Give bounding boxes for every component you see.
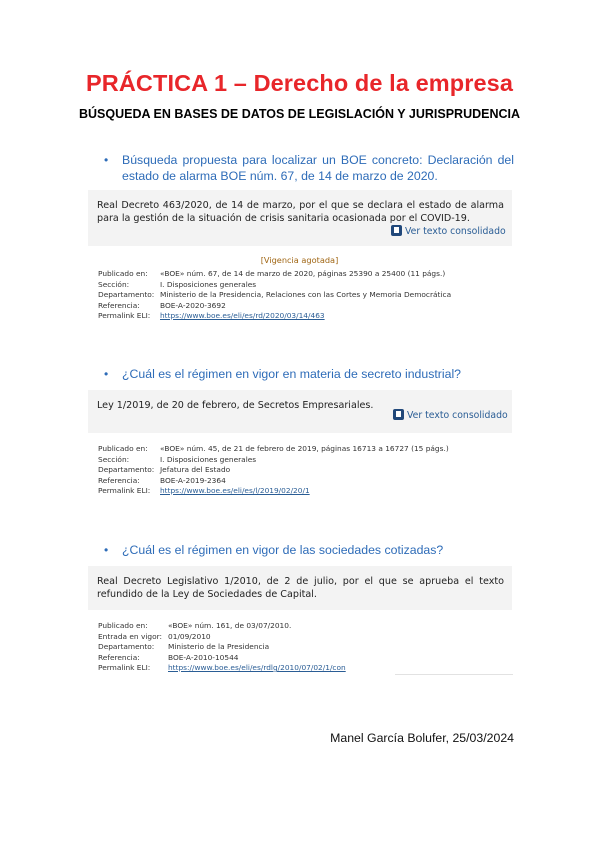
search-result-2 — [88, 390, 512, 433]
consolidated-text-link-2[interactable] — [393, 410, 508, 421]
meta-value: 01/09/2010 — [168, 631, 211, 641]
author-signature: Manel García Bolufer, 25/03/2024 — [330, 731, 514, 745]
meta-key: Departamento: — [98, 465, 155, 474]
permalink-link[interactable]: https://www.boe.es/eli/es/rdlg/2010/07/02/1/con — [168, 663, 346, 672]
consolidated-text-label: Ver texto consolidado — [407, 410, 508, 421]
meta-key: Publicado en: — [98, 621, 148, 630]
meta-value: Ministerio de la Presidencia, Relaciones con las Cortes y Memoria Democrática — [160, 290, 452, 299]
page-subtitle: BÚSQUEDA EN BASES DE DATOS DE LEGISLACIÓN Y JURISPRUDENCIA — [78, 107, 521, 121]
consolidated-text-link-1[interactable] — [391, 226, 506, 237]
meta-value: BOE-A-2020-3692 — [160, 300, 226, 310]
meta-value: BOE-A-2010-10544 — [168, 652, 239, 662]
meta-key: Publicado en: — [98, 269, 148, 278]
meta-key: Departamento: — [98, 642, 155, 651]
meta-key: Referencia: — [98, 475, 140, 485]
consolidated-text-label: Ver texto consolidado — [405, 226, 506, 237]
meta-value: BOE-A-2019-2364 — [160, 475, 226, 485]
meta-value: «BOE» núm. 67, de 14 de marzo de 2020, páginas 25390 a 25400 (11 págs.) — [160, 269, 446, 278]
permalink-link[interactable]: https://www.boe.es/eli/es/l/2019/02/20/1 — [160, 486, 310, 495]
question-3 — [104, 542, 514, 558]
document-title-2[interactable]: Ley 1/2019, de 20 de febrero, de Secretos Empresariales. — [97, 400, 374, 411]
meta-value: I. Disposiciones generales — [160, 279, 257, 289]
meta-key: Departamento: — [98, 290, 155, 299]
meta-key: Sección: — [98, 454, 130, 464]
question-3-text: ¿Cuál es el régimen en vigor de las sociedades cotizadas? — [122, 543, 444, 557]
meta-key: Permalink ELI: — [98, 486, 151, 495]
search-result-1 — [88, 190, 512, 246]
bullet-icon: • — [104, 367, 109, 381]
document-title-1[interactable]: Real Decreto 463/2020, de 14 de marzo, por el que se declara el estado de alarma para la gestión de la situación de crisis sanitaria ocasionada por el COVID-19. — [97, 200, 504, 224]
meta-value: «BOE» núm. 161, de 03/07/2010. — [168, 621, 292, 630]
meta-key: Publicado en: — [98, 444, 148, 453]
question-2 — [104, 366, 514, 382]
meta-key: Permalink ELI: — [98, 311, 151, 320]
search-result-3 — [88, 566, 512, 610]
meta-key: Entrada en vigor: — [98, 631, 163, 641]
document-icon — [393, 409, 404, 420]
divider — [395, 674, 513, 675]
meta-value: I. Disposiciones generales — [160, 454, 257, 464]
status-badge: [Vigencia agotada] — [260, 255, 339, 265]
meta-value: Ministerio de la Presidencia — [168, 642, 270, 651]
page-title: PRÁCTICA 1 – Derecho de la empresa — [86, 70, 513, 96]
meta-key: Referencia: — [98, 652, 140, 662]
bullet-icon: • — [104, 153, 109, 167]
question-2-text: ¿Cuál es el régimen en vigor en materia de secreto industrial? — [122, 367, 462, 381]
meta-key: Permalink ELI: — [98, 663, 151, 672]
document-title-3[interactable]: Real Decreto Legislativo 1/2010, de 2 de julio, por el que se aprueba el texto refundido de la Ley de Sociedades de Capital. — [97, 576, 504, 600]
permalink-link[interactable]: https://www.boe.es/eli/es/rd/2020/03/14/463 — [160, 311, 325, 320]
meta-key: Referencia: — [98, 300, 140, 310]
document-icon — [391, 225, 402, 236]
question-1-text: Búsqueda propuesta para localizar un BOE concreto: Declaración del estado de alarma BOE núm. 67, de 14 de marzo de 2020. — [122, 153, 514, 183]
bullet-icon: • — [104, 543, 109, 557]
meta-value: «BOE» núm. 45, de 21 de febrero de 2019, páginas 16713 a 16727 (15 págs.) — [160, 444, 449, 453]
question-1 — [104, 152, 514, 184]
meta-key: Sección: — [98, 279, 130, 289]
meta-value: Jefatura del Estado — [160, 465, 231, 474]
